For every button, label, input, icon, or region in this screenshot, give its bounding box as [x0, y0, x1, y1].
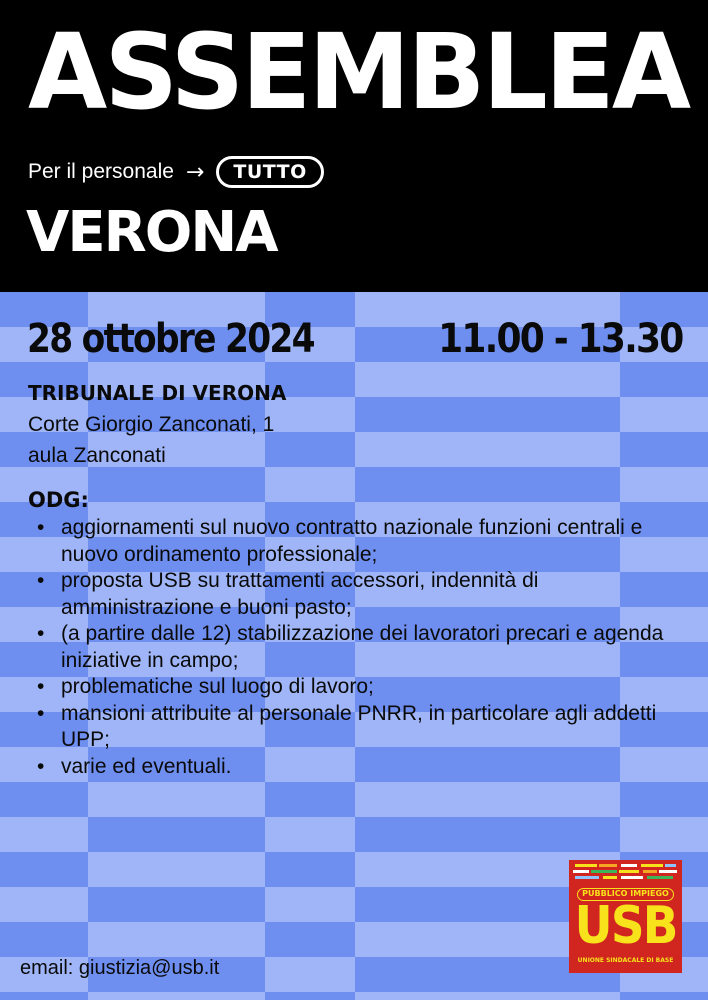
agenda-item-text: proposta USB su trattamenti accessori, indennità di amministrazione e buoni pasto; — [61, 569, 539, 619]
list-item — [37, 701, 687, 754]
logo-name: USB — [574, 896, 677, 956]
contact-email[interactable]: email: giustizia@usb.it — [20, 957, 220, 979]
bullet-icon: • — [37, 701, 45, 725]
venue-name: TRIBUNALE DI VERONA — [28, 381, 287, 405]
city-title: VERONA — [26, 200, 277, 265]
venue-block — [28, 378, 286, 471]
agenda-item-text: problematiche sul luogo di lavoro; — [61, 675, 374, 698]
event-details — [0, 292, 708, 1000]
logo-badge: PUBBLICO IMPIEGO — [577, 888, 674, 901]
bullet-icon: • — [37, 675, 45, 698]
page-title: ASSEMBLEA — [28, 11, 689, 133]
bullet-icon: • — [37, 622, 45, 645]
agenda-item-text: (a partire dalle 12) stabilizzazione dei lavoratori precari e agenda iniziative in campo; — [61, 622, 664, 672]
agenda-title: ODG: — [28, 488, 89, 512]
bullet-icon: • — [37, 569, 45, 592]
audience-label: Per il personale — [28, 160, 174, 183]
event-date: 28 ottobre 2024 — [27, 316, 314, 362]
list-item — [37, 568, 687, 621]
event-time: 11.00 - 13.30 — [437, 316, 682, 362]
logo-stripes-icon — [569, 860, 682, 886]
usb-logo — [569, 860, 682, 973]
venue-address: Corte Giorgio Zanconati, 1 — [28, 413, 275, 436]
agenda-list — [37, 515, 687, 780]
list-item — [37, 515, 687, 568]
list-item — [37, 674, 687, 701]
agenda-item-text: varie ed eventuali. — [61, 754, 232, 778]
venue-room: aula Zanconati — [28, 444, 166, 467]
arrow-right-icon: → — [185, 159, 205, 185]
logo-subtitle: UNIONE SINDACALE DI BASE — [577, 957, 674, 964]
bullet-icon: • — [37, 516, 45, 539]
header — [0, 0, 708, 292]
list-item — [37, 621, 687, 674]
bullet-icon: • — [37, 754, 45, 778]
agenda-item-text: mansioni attribuite al personale PNRR, in particolare agli addetti UPP; — [61, 701, 657, 751]
list-item — [37, 754, 687, 781]
audience-pill: TUTTO — [216, 156, 323, 188]
audience-row — [28, 155, 324, 189]
agenda-item-text: aggiornamenti sul nuovo contratto nazionale funzioni centrali e nuovo ordinamento professionale; — [61, 516, 643, 566]
